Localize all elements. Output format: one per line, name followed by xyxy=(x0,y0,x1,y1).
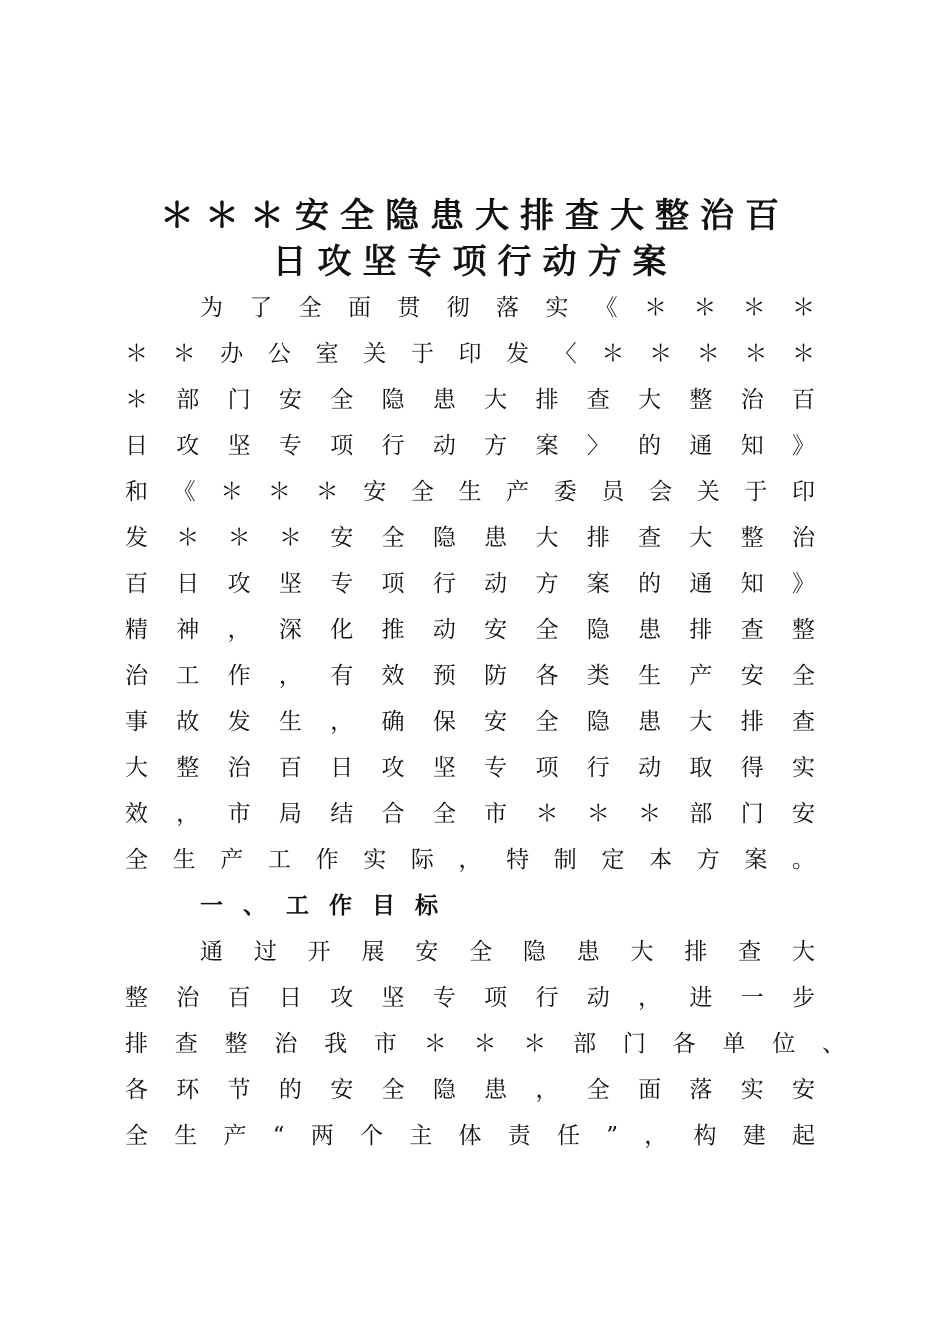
body-text-line: 事故发生，确保安全隐患大排查 xyxy=(125,709,815,735)
document-title-line-2: 日攻坚专项行动方案 xyxy=(272,242,678,282)
body-text-line: 治工作，有效预防各类生产安全 xyxy=(125,663,815,689)
body-text-line: 日攻坚专项行动方案〉的通知》 xyxy=(125,433,815,459)
body-text-line: 精神，深化推动安全隐患排查整 xyxy=(125,617,815,643)
document-title-line-1: ＊＊＊安全隐患大排查大整治百 xyxy=(160,196,790,236)
body-text-line: 百日攻坚专项行动方案的通知》 xyxy=(125,571,815,597)
body-text-line: 通过开展安全隐患大排查大 xyxy=(200,939,815,965)
section-heading: 一、工作目标 xyxy=(200,892,458,919)
body-text-line: 排查整治我市＊＊＊部门各单位、 xyxy=(125,1031,845,1057)
body-text-line: 为了全面贯彻落实《＊＊＊＊ xyxy=(200,295,815,321)
body-text-line: ＊部门安全隐患大排查大整治百 xyxy=(125,387,815,413)
body-text-line: 发＊＊＊安全隐患大排查大整治 xyxy=(125,525,815,551)
body-text-line: 大整治百日攻坚专项行动取得实 xyxy=(125,755,815,781)
body-text-line: 全生产“两个主体责任”，构建起 xyxy=(125,1123,815,1149)
body-text-line: 和《＊＊＊安全生产委员会关于印 xyxy=(125,479,815,505)
body-text-line: 整治百日攻坚专项行动，进一步 xyxy=(125,985,815,1011)
body-text-line: ＊＊办公室关于印发〈＊＊＊＊＊ xyxy=(125,341,815,367)
body-text-line: 各环节的安全隐患，全面落实安 xyxy=(125,1077,815,1103)
body-text-line: 全生产工作实际，特制定本方案。 xyxy=(125,847,815,873)
body-text-line: 效，市局结合全市＊＊＊部门安 xyxy=(125,801,815,827)
